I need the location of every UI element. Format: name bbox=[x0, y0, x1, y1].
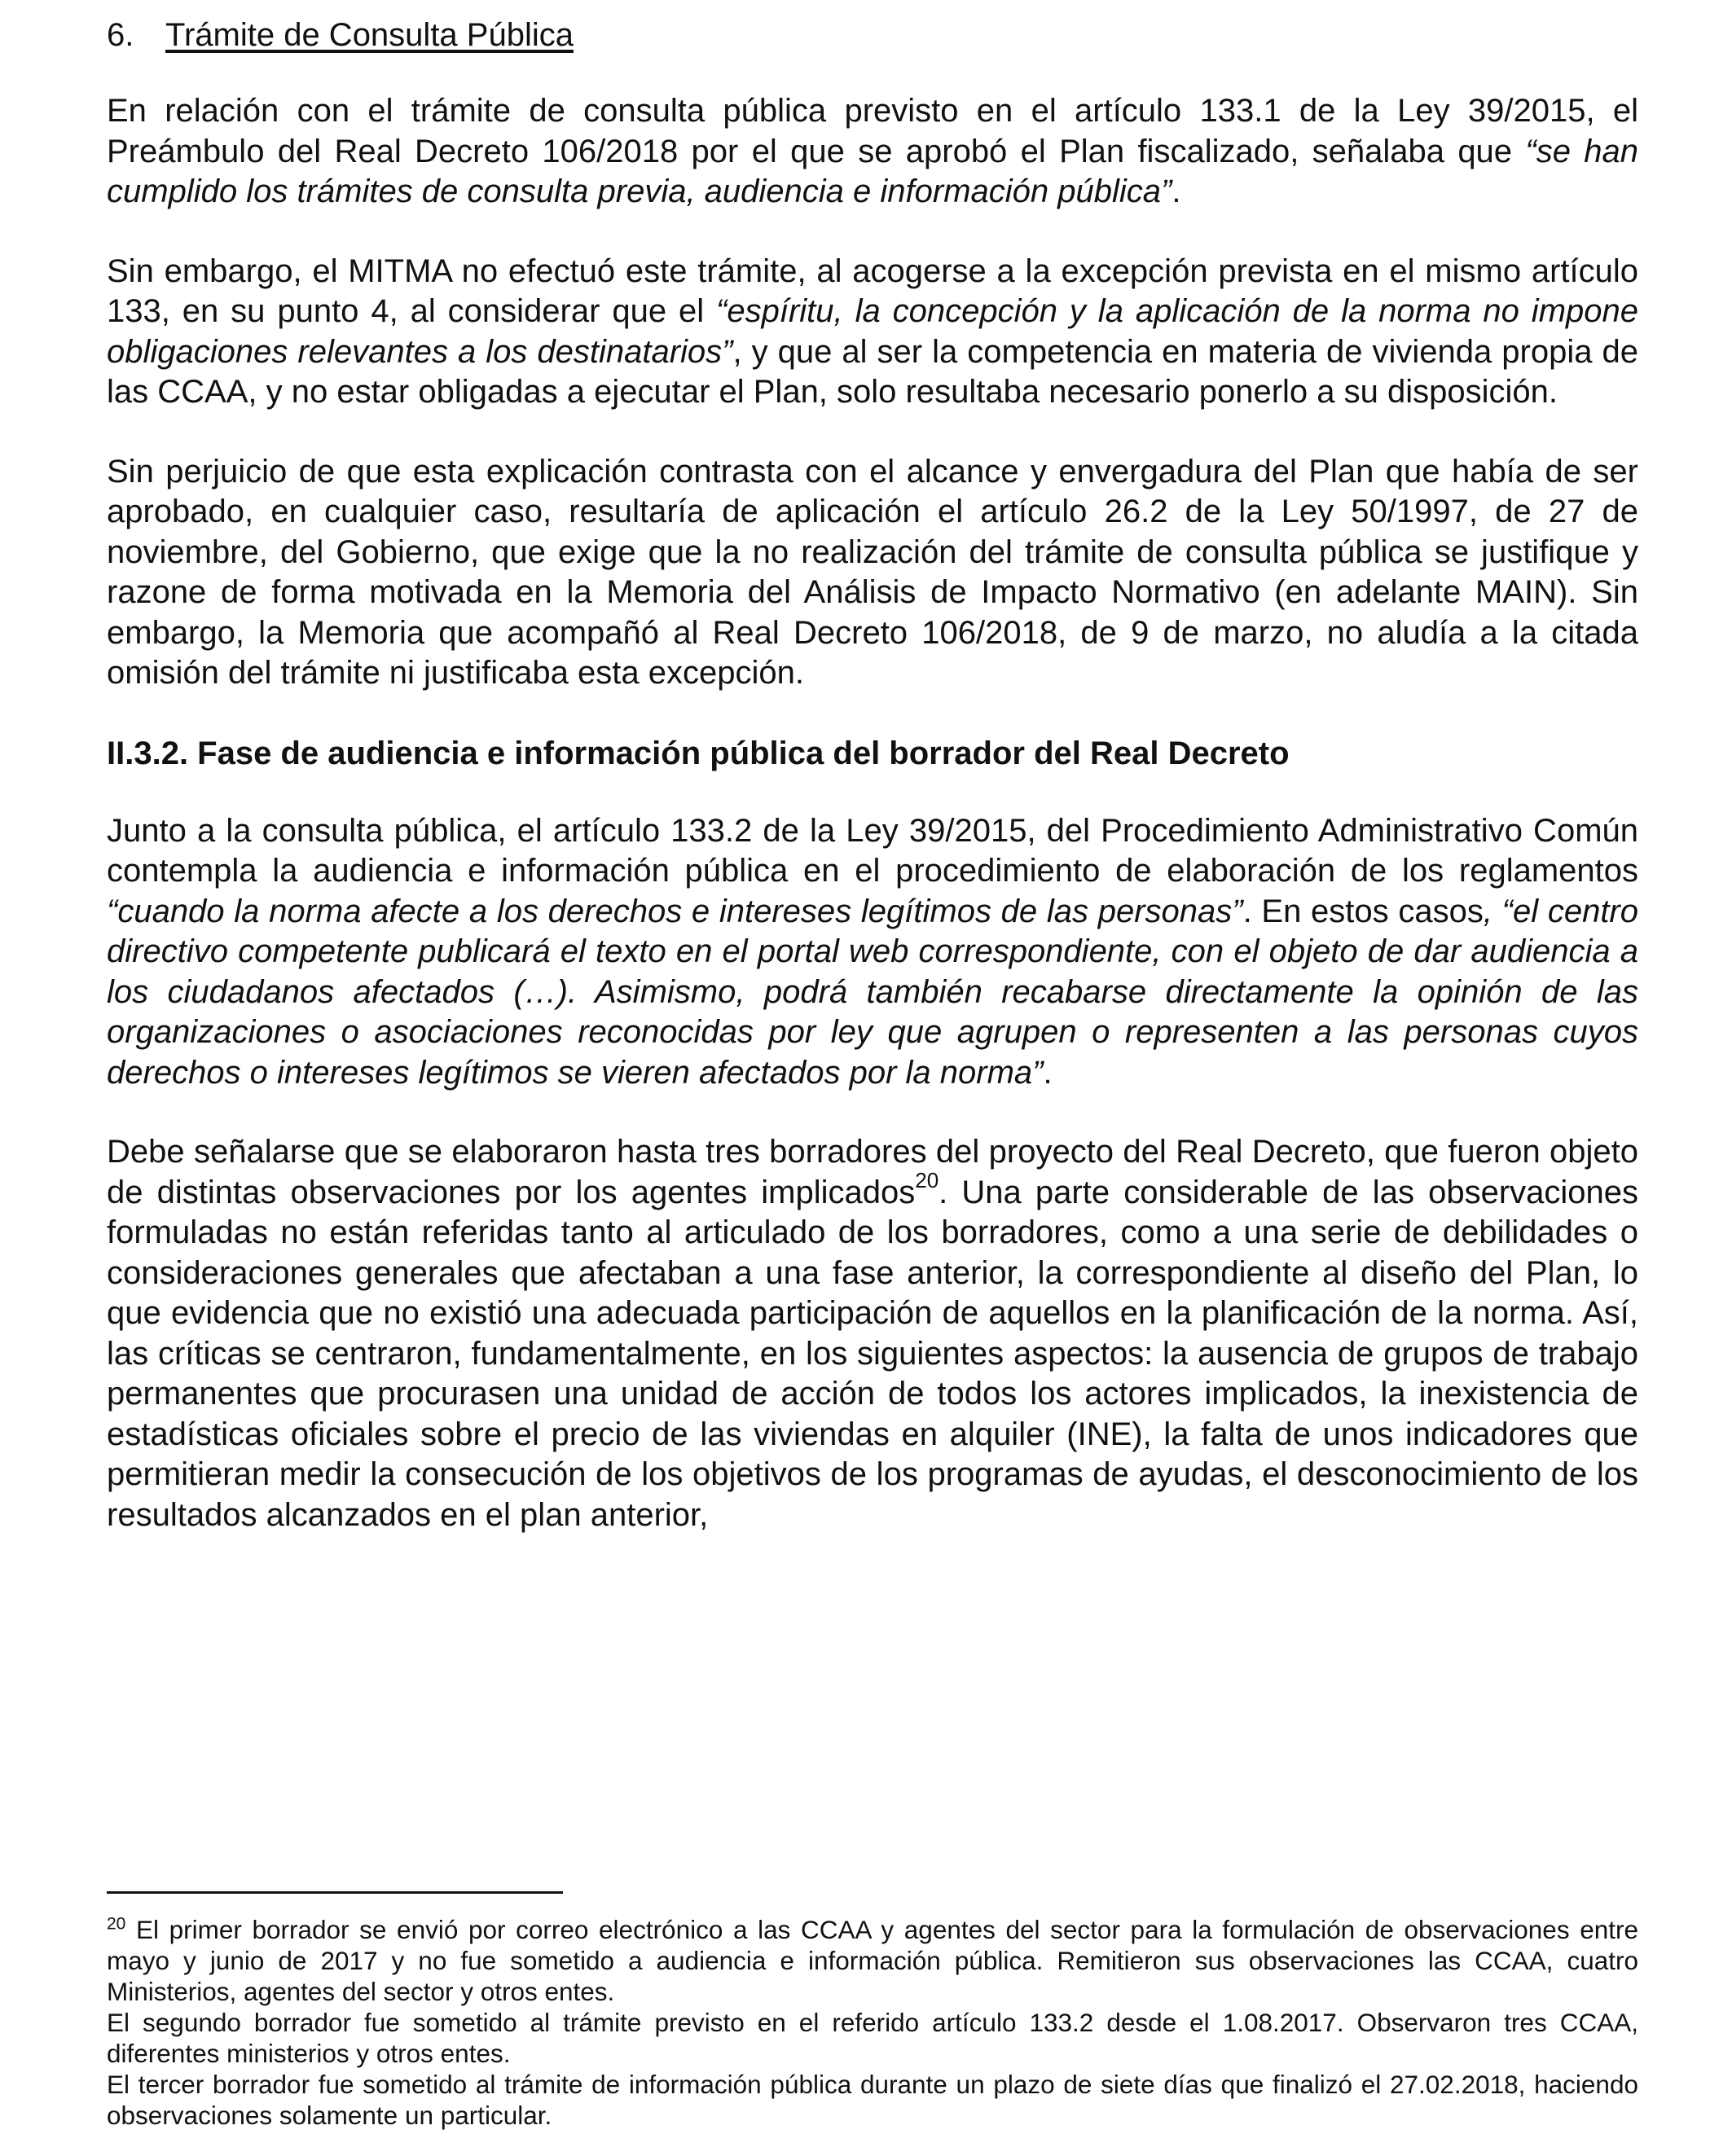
footnote-divider bbox=[107, 1891, 563, 1894]
paragraph-quote: , “el centro directivo competente publicará el texto en el portal web correspondiente, con el objeto de dar audiencia a los ciudadanos afectados (…). Asimismo, podrá también recabarse directamente la opinión de las organizaciones o asociaciones reconocidas por ley que agrupen o representen a las personas cuyos derechos o intereses legítimos se vieren afectados por la norma” bbox=[107, 893, 1638, 1091]
footnote-reference[interactable]: 20 bbox=[915, 1168, 939, 1193]
footnote-number: 20 bbox=[107, 1914, 126, 1934]
paragraph-text: . bbox=[1043, 1054, 1053, 1091]
paragraph-main-memoria bbox=[107, 452, 1638, 694]
paragraph-quote: “cuando la norma afecte a los derechos e intereses legítimos de las personas” bbox=[107, 893, 1243, 929]
footnote-block bbox=[107, 1914, 1638, 2131]
paragraph-text: . En estos casos bbox=[1242, 893, 1484, 929]
paragraph-text: Junto a la consulta pública, el artículo 133.2 de la Ley 39/2015, del Procedimiento Administrativo Común contempla la audiencia e información pública en el procedimiento de elaboración de los reglamentos bbox=[107, 812, 1638, 889]
paragraph-borradores bbox=[107, 1132, 1638, 1535]
paragraph-text: . bbox=[1172, 173, 1181, 209]
footnote-line: El segundo borrador fue sometido al trámite previsto en el referido artículo 133.2 desde el 1.08.2017. Observaron tres CCAA, diferentes ministerios y otros entes. bbox=[107, 2008, 1638, 2068]
paragraph-text: Sin perjuicio de que esta explicación contrasta con el alcance y envergadura del Plan que había de ser aprobado, en cualquier caso, resultaría de aplicación el artículo 26.2 de la Ley 50/1997, de 27 de noviembre, del Gobierno, que exige que la no realización del trámite de consulta pública se justifique y razone de forma motivada en la Memoria del Análisis de Impacto Normativo (en adelante MAIN). Sin embargo, la Memoria que acompañó al Real Decreto 106/2018, de 9 de marzo, no aludía a la citada omisión del trámite ni justificaba esta excepción. bbox=[107, 453, 1638, 691]
document-page bbox=[107, 15, 1638, 1574]
paragraph-text: Sin embargo, el MITMA no efectuó este trámite, al acogerse a la excepción prevista en el mismo artículo 133, en su punto 4, al considerar que el bbox=[107, 252, 1638, 329]
paragraph-text: En relación con el trámite de consulta pública previsto en el artículo 133.1 de la Ley 39/2015, el Preámbulo del Real Decreto 106/2018 por el que se aprobó el Plan fiscalizado, señalaba que bbox=[107, 93, 1638, 169]
paragraph-quote: “espíritu, la concepción y la aplicación de la norma no impone obligaciones relevantes a los destinatarios” bbox=[107, 293, 1639, 370]
paragraph-text: Debe señalarse que se elaboraron hasta tres borradores del proyecto del Real Decreto, que fueron objeto de distintas observaciones por los agentes implicados bbox=[107, 1134, 1638, 1210]
section-title: Trámite de Consulta Pública bbox=[165, 17, 574, 53]
section-number: 6. bbox=[107, 17, 134, 53]
footnote-line: El tercer borrador fue sometido al trámite de información pública durante un plazo de siete días que finalizó el 27.02.2018, haciendo observaciones solamente un particular. bbox=[107, 2070, 1638, 2130]
section-heading bbox=[107, 15, 1638, 55]
footnote-text: El primer borrador se envió por correo electrónico a las CCAA y agentes del sector para la formulación de observaciones entre mayo y junio de 2017 y no fue sometido a audiencia e información pública. Remitieron sus observaciones las CCAA, cuatro Ministerios, agentes del sector y otros entes. bbox=[107, 1915, 1638, 2006]
subsection-title: II.3.2. Fase de audiencia e información pública del borrador del Real Decreto bbox=[107, 735, 1290, 771]
paragraph-mitma-excepcion bbox=[107, 252, 1638, 413]
paragraph-audiencia bbox=[107, 811, 1638, 1094]
footnote-line bbox=[107, 1914, 1638, 2007]
paragraph-quote: “se han cumplido los trámites de consulta previa, audiencia e información pública” bbox=[107, 133, 1638, 209]
paragraph-text: . Una parte considerable de las observaciones formuladas no están referidas tanto al articulado de los borradores, como a una serie de debilidades o consideraciones generales que afectaban a una fase anterior, la correspondiente al diseño del Plan, lo que evidencia que no existió una adecuada participación de aquellos en la planificación de la norma. Así, las críticas se centraron, fundamentalmente, en los siguientes aspectos: la ausencia de grupos de trabajo permanentes que procurasen una unidad de acción de todos los actores implicados, la inexistencia de estadísticas oficiales sobre el precio de las viviendas en alquiler (INE), la falta de unos indicadores que permitieran medir la consecución de los objetivos de los programas de ayudas, el desconocimiento de los resultados alcanzados en el plan anterior, bbox=[107, 1174, 1639, 1533]
paragraph-text: , y que al ser la competencia en materia de vivienda propia de las CCAA, y no estar obligadas a ejecutar el Plan, solo resultaba necesario ponerlo a su disposición. bbox=[107, 333, 1638, 410]
paragraph-consulta-publica bbox=[107, 91, 1638, 213]
